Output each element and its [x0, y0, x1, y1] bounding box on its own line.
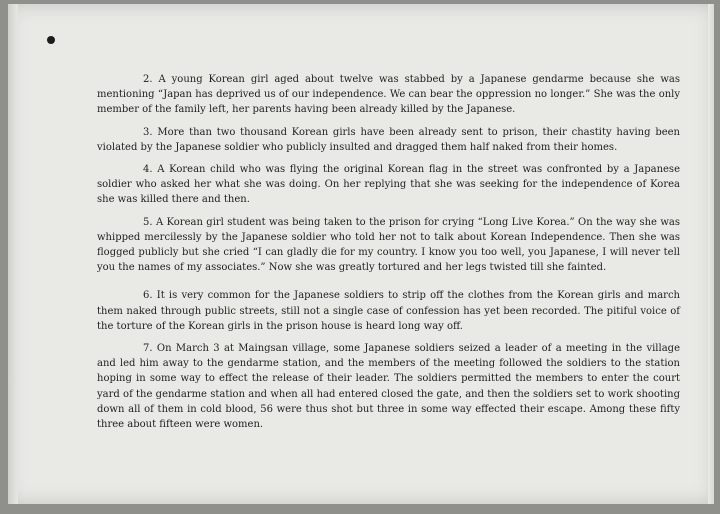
paragraph-5: 5. A Korean girl student was being taken to the prison for crying “Long Live Korea.” On the way she was whipped mercilessly by the Japanese soldier who told her not to talk about Korean Independence. Then she was flogged publicly but she cried “I can gladly die for my country. I know you too well, you Japanese, I will never tell you the names of my associates.” Now she was greatly tortured and her legs twisted till she fainted. — [97, 216, 680, 274]
paragraph-6: 6. It is very common for the Japanese soldiers to strip off the clothes from the Korean girls and march them naked through public streets, still not a single case of confession has yet been recorded. The pitiful voice of the torture of the Korean girls in the prison house is heard long way off. — [97, 290, 680, 332]
punch-hole-mark — [47, 36, 55, 44]
paragraph-2: 2. A young Korean girl aged about twelve was stabbed by a Japanese gendarme because she was mentioning “Japan has deprived us of our independence. We can bear the oppression no longer.” She was the only member of the family left, her parents having been already killed by the Japanese. — [97, 74, 680, 116]
right-page-edge — [708, 4, 714, 504]
paragraph-3: 3. More than two thousand Korean girls have been already sent to prison, their chastity having been violated by the Japanese soldier who publicly insulted and dragged them half naked from their homes. — [97, 126, 680, 153]
left-binding-shadow — [8, 4, 18, 504]
paragraph-7: 7. On March 3 at Maingsan village, some Japanese soldiers seized a leader of a meeting in the village and led him away to the gendarme station, and the members of the meeting followed the soldiers to the station hoping in some way to effect the release of their leader. The soldiers permitted the members to enter the court yard of the gendarme station and when all had entered closed the gate, and then the soldiers set to work shooting down all of them in cold blood, 56 were thus shot but three in some way effected their escape. Among these fifty three about fifteen were women. — [97, 343, 680, 431]
document-body — [97, 72, 680, 439]
paragraph-4: 4. A Korean child who was flying the original Korean flag in the street was confronted by a Japanese soldier who asked her what she was doing. On her replying that she was seeking for the independence of Korea she was killed there and then. — [97, 164, 680, 206]
